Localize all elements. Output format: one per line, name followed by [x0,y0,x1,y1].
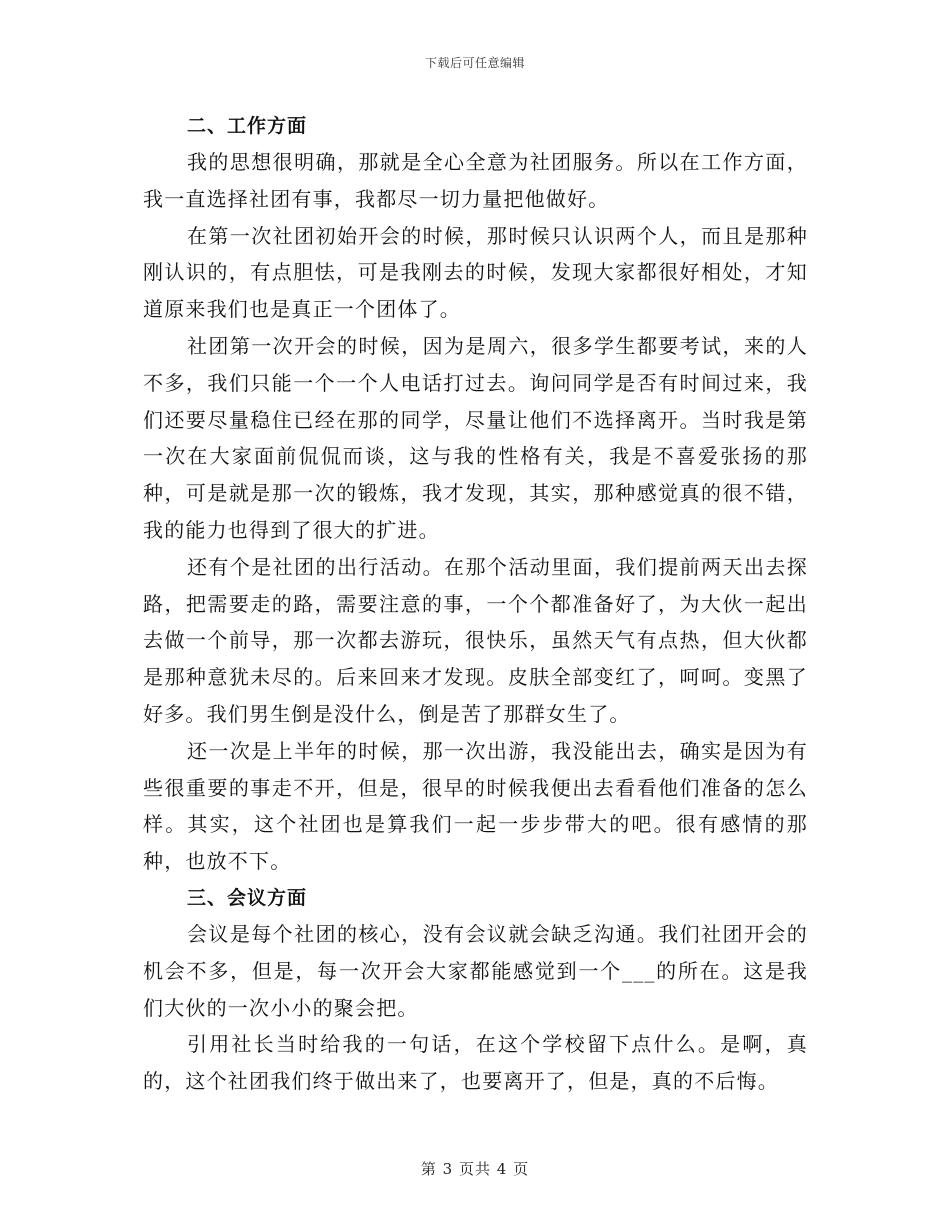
paragraph: 在第一次社团初始开会的时候，那时候只认识两个人，而且是那种刚认识的，有点胆怯，可是我刚去的时候，发现大家都很好相处，才知道原来我们也是真正一个团体了。 [143,223,808,322]
paragraph: 还一次是上半年的时候，那一次出游，我没能出去，确实是因为有些很重要的事走不开，但是，很早的时候我便出去看看他们准备的怎么样。其实，这个社团也是算我们一起一步步带大的吧。很有感情的那种，也放不下。 [143,738,808,874]
document-body [143,108,808,1100]
page-header: 下载后可任意编辑 [424,56,525,70]
paragraph: 社团第一次开会的时候，因为是周六，很多学生都要考试，来的人不多，我们只能一个一个人电话打过去。询问同学是否有时间过来，我们还要尽量稳住已经在那的同学，尽量让他们不选择离开。当时我是第一次在大家面前侃侃而谈，这与我的性格有关，我是不喜爱张扬的那种，可是就是那一次的锻炼，我才发现，其实，那种感觉真的很不错，我的能力也得到了很大的扩进。 [143,333,808,542]
paragraph: 引用社长当时给我的一句话，在这个学校留下点什么。是啊，真的，这个社团我们终于做出来了，也要离开了，但是，真的不后悔。 [143,1032,808,1094]
paragraph: 我的思想很明确，那就是全心全意为社团服务。所以在工作方面，我一直选择社团有事，我都尽一切力量把他做好。 [143,150,808,211]
section-heading-work: 二、工作方面 [187,115,308,137]
paragraph: 会议是每个社团的核心，没有会议就会缺乏沟通。我们社团开会的机会不多，但是，每一次开会大家都能感觉到一个___的所在。这是我们大伙的一次小小的聚会把。 [143,921,808,1020]
page-number: 第 3 页共 4 页 [420,1160,530,1178]
paragraph: 还有个是社团的出行活动。在那个活动里面，我们提前两天出去探路，把需要走的路，需要注意的事，一个个都准备好了，为大伙一起出去做一个前导，那一次都去游玩，很快乐，虽然天气有点热，但大伙都是那种意犹未尽的。后来回来才发现。皮肤全部变红了，呵呵。变黑了好多。我们男生倒是没什么，倒是苦了那群女生了。 [143,554,808,726]
section-heading-meeting: 三、会议方面 [187,886,308,909]
